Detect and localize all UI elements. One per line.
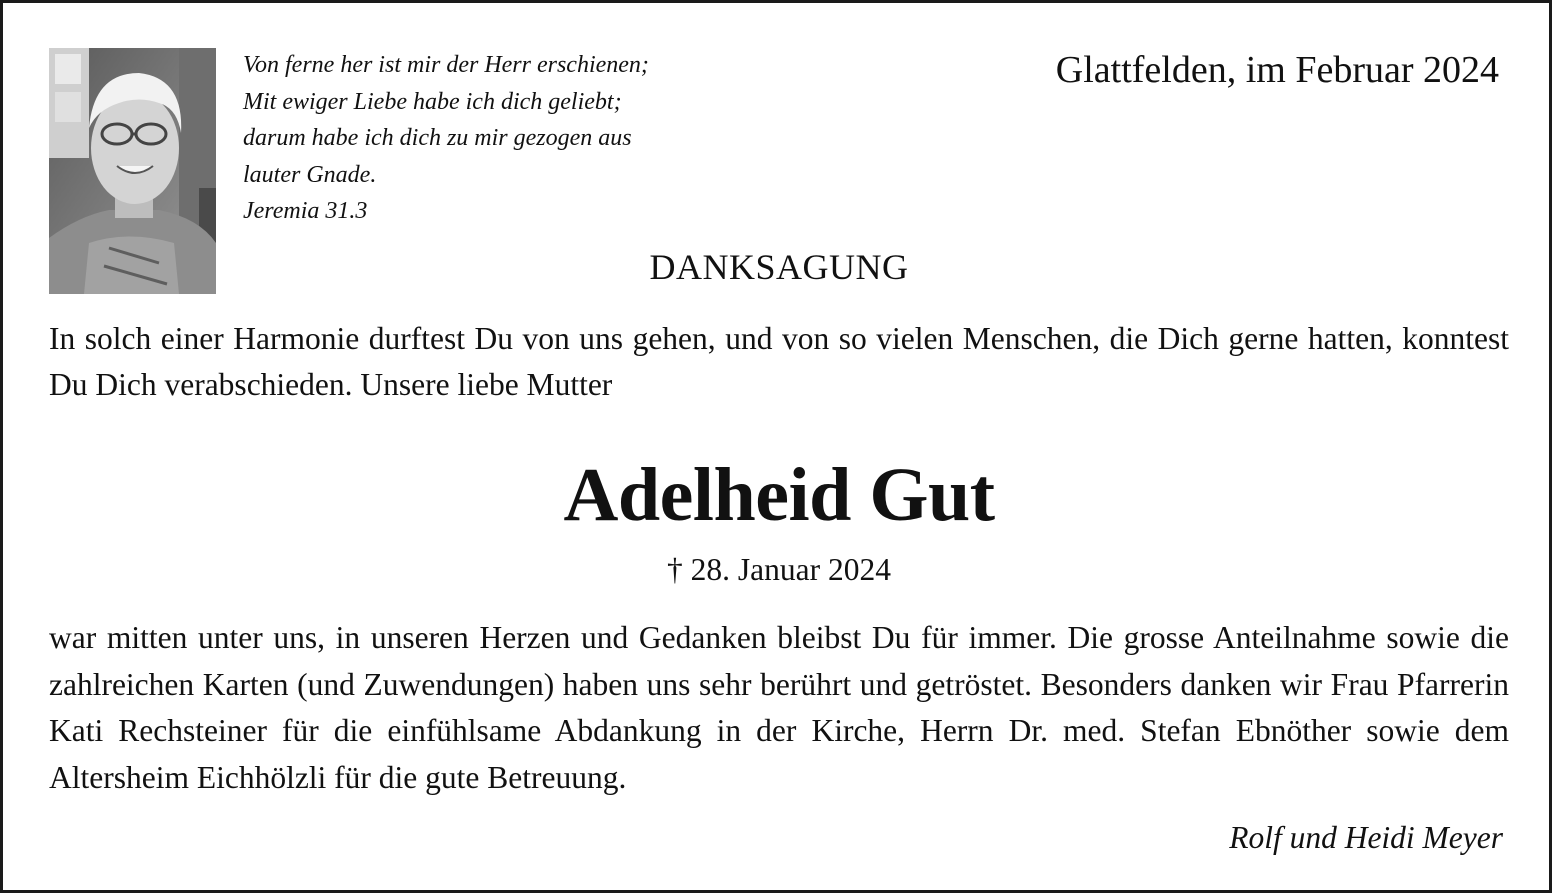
intro-paragraph: In solch einer Harmonie durftest Du von uns gehen, und von so vielen Menschen, die Dich gerne hatten, konntest Du Dich verabschieden. Unsere liebe Mutter xyxy=(49,321,1509,402)
verse-line: darum habe ich dich zu mir gezogen aus xyxy=(243,125,632,151)
verse-line: lauter Gnade. xyxy=(243,161,377,188)
verse-line: Von ferne her ist mir der Herr erschienen; xyxy=(243,52,649,78)
body-paragraph: war mitten unter uns, in unseren Herzen und Gedanken bleibst Du für immer. Die grosse Anteilnahme sowie die zahlreichen Karten (und Zuwendungen) haben uns sehr berührt und getröstet. Besonders danken wir Frau Pfarrerin Kati Rechsteiner für die einfühlsame Abdankung in der Kirche, Herrn Dr. med. Stefan Ebnöther sowie dem Altersheim Eichhölzli für die gute Betreuung. xyxy=(49,620,1509,795)
place-date: Glattfelden, im Februar 2024 xyxy=(1055,49,1499,91)
verse-line: Mit ewiger Liebe habe ich dich geliebt; xyxy=(243,88,622,115)
heading: DANKSAGUNG xyxy=(649,247,909,287)
bible-verse xyxy=(243,47,763,230)
death-date: † 28. Januar 2024 xyxy=(667,552,891,587)
signature: Rolf und Heidi Meyer xyxy=(1229,820,1503,855)
deceased-name: Adelheid Gut xyxy=(563,453,995,537)
verse-reference: Jeremia 31.3 xyxy=(243,198,368,224)
